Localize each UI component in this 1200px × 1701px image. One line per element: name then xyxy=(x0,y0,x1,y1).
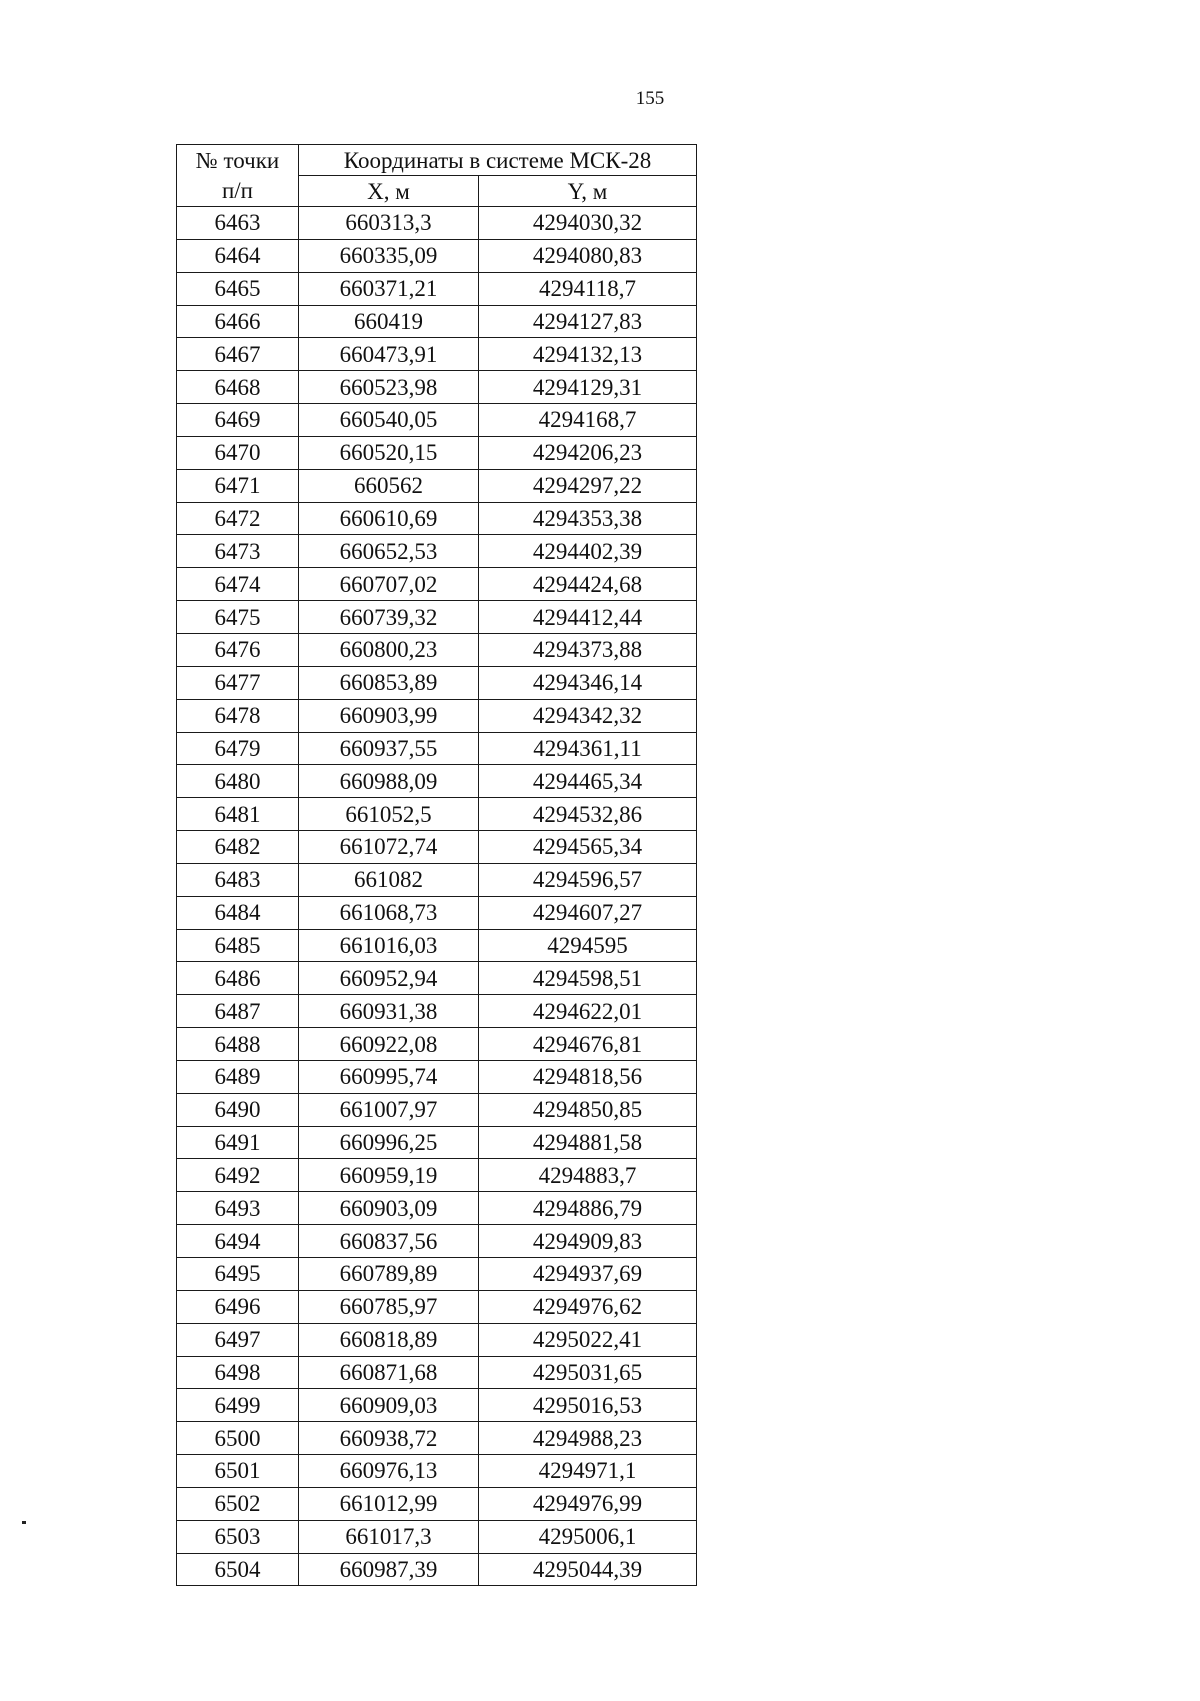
point-number-cell: 6471 xyxy=(177,469,299,502)
y-coordinate-cell: 4294346,14 xyxy=(479,666,697,699)
x-coordinate-cell: 660959,19 xyxy=(299,1159,479,1192)
point-number-cell: 6479 xyxy=(177,732,299,765)
y-coordinate-cell: 4294909,83 xyxy=(479,1225,697,1258)
x-coordinate-cell: 660800,23 xyxy=(299,633,479,666)
y-coordinate-cell: 4295022,41 xyxy=(479,1323,697,1356)
table-row xyxy=(177,305,697,338)
point-number-cell: 6493 xyxy=(177,1192,299,1225)
table-row xyxy=(177,469,697,502)
y-coordinate-cell: 4294132,13 xyxy=(479,338,697,371)
y-coordinate-cell: 4295044,39 xyxy=(479,1553,697,1586)
y-coordinate-cell: 4294565,34 xyxy=(479,831,697,864)
y-coordinate-cell: 4294297,22 xyxy=(479,469,697,502)
point-number-cell: 6466 xyxy=(177,305,299,338)
table-row xyxy=(177,338,697,371)
point-number-cell: 6476 xyxy=(177,633,299,666)
table-row xyxy=(177,1323,697,1356)
x-coordinate-cell: 660988,09 xyxy=(299,765,479,798)
table-row xyxy=(177,1126,697,1159)
y-coordinate-cell: 4294361,11 xyxy=(479,732,697,765)
table-row xyxy=(177,765,697,798)
x-coordinate-cell: 660987,39 xyxy=(299,1553,479,1586)
table-row xyxy=(177,732,697,765)
y-coordinate-cell: 4294206,23 xyxy=(479,436,697,469)
table-row xyxy=(177,535,697,568)
point-number-cell: 6465 xyxy=(177,272,299,305)
y-coordinate-cell: 4294622,01 xyxy=(479,995,697,1028)
page-number: 155 xyxy=(635,88,665,109)
y-coordinate-cell: 4294118,7 xyxy=(479,272,697,305)
x-coordinate-cell: 660903,09 xyxy=(299,1192,479,1225)
y-column-header: Y, м xyxy=(479,176,697,207)
x-coordinate-cell: 661052,5 xyxy=(299,798,479,831)
table-row xyxy=(177,831,697,864)
x-coordinate-cell: 660931,38 xyxy=(299,995,479,1028)
point-number-cell: 6487 xyxy=(177,995,299,1028)
table-row xyxy=(177,1225,697,1258)
table-row xyxy=(177,798,697,831)
point-number-cell: 6470 xyxy=(177,436,299,469)
y-coordinate-cell: 4294127,83 xyxy=(479,305,697,338)
x-coordinate-cell: 660739,32 xyxy=(299,601,479,634)
point-number-cell: 6491 xyxy=(177,1126,299,1159)
y-coordinate-cell: 4294883,7 xyxy=(479,1159,697,1192)
table-row xyxy=(177,666,697,699)
table-row xyxy=(177,1422,697,1455)
y-coordinate-cell: 4295006,1 xyxy=(479,1520,697,1553)
x-coordinate-cell: 660335,09 xyxy=(299,239,479,272)
y-coordinate-cell: 4294976,99 xyxy=(479,1487,697,1520)
x-coordinate-cell: 660903,99 xyxy=(299,699,479,732)
y-coordinate-cell: 4294129,31 xyxy=(479,371,697,404)
table-row xyxy=(177,1553,697,1586)
point-number-cell: 6463 xyxy=(177,207,299,240)
table-row xyxy=(177,371,697,404)
y-coordinate-cell: 4294342,32 xyxy=(479,699,697,732)
x-coordinate-cell: 660520,15 xyxy=(299,436,479,469)
point-number-cell: 6485 xyxy=(177,929,299,962)
table-row xyxy=(177,863,697,896)
x-coordinate-cell: 660995,74 xyxy=(299,1060,479,1093)
x-coordinate-cell: 660976,13 xyxy=(299,1455,479,1488)
y-coordinate-cell: 4294850,85 xyxy=(479,1093,697,1126)
table-row xyxy=(177,699,697,732)
point-number-cell: 6483 xyxy=(177,863,299,896)
y-coordinate-cell: 4294532,86 xyxy=(479,798,697,831)
x-coordinate-cell: 660707,02 xyxy=(299,568,479,601)
point-number-cell: 6484 xyxy=(177,896,299,929)
point-number-cell: 6474 xyxy=(177,568,299,601)
table-row xyxy=(177,404,697,437)
x-coordinate-cell: 660789,89 xyxy=(299,1258,479,1291)
x-coordinate-cell: 661017,3 xyxy=(299,1520,479,1553)
point-number-cell: 6495 xyxy=(177,1258,299,1291)
table-body xyxy=(177,207,697,1586)
table-row xyxy=(177,1455,697,1488)
y-coordinate-cell: 4294881,58 xyxy=(479,1126,697,1159)
x-coordinate-cell: 660610,69 xyxy=(299,502,479,535)
table-row xyxy=(177,1258,697,1291)
coordinates-table xyxy=(176,144,697,1586)
table-row xyxy=(177,1159,697,1192)
table-row xyxy=(177,568,697,601)
point-number-cell: 6467 xyxy=(177,338,299,371)
x-coordinate-cell: 661007,97 xyxy=(299,1093,479,1126)
table-row xyxy=(177,995,697,1028)
table-row xyxy=(177,1356,697,1389)
point-number-cell: 6473 xyxy=(177,535,299,568)
x-coordinate-cell: 661072,74 xyxy=(299,831,479,864)
table-row xyxy=(177,1389,697,1422)
point-number-cell: 6469 xyxy=(177,404,299,437)
x-column-header: X, м xyxy=(299,176,479,207)
point-number-cell: 6478 xyxy=(177,699,299,732)
table-row xyxy=(177,601,697,634)
point-number-cell: 6482 xyxy=(177,831,299,864)
table-row xyxy=(177,1487,697,1520)
y-coordinate-cell: 4294412,44 xyxy=(479,601,697,634)
y-coordinate-cell: 4294988,23 xyxy=(479,1422,697,1455)
y-coordinate-cell: 4294353,38 xyxy=(479,502,697,535)
table-row xyxy=(177,1028,697,1061)
point-number-cell: 6475 xyxy=(177,601,299,634)
x-coordinate-cell: 660419 xyxy=(299,305,479,338)
point-number-cell: 6497 xyxy=(177,1323,299,1356)
x-coordinate-cell: 661068,73 xyxy=(299,896,479,929)
point-number-cell: 6504 xyxy=(177,1553,299,1586)
y-coordinate-cell: 4294976,62 xyxy=(479,1290,697,1323)
y-coordinate-cell: 4294595 xyxy=(479,929,697,962)
point-number-cell: 6502 xyxy=(177,1487,299,1520)
table-row xyxy=(177,1520,697,1553)
scan-mark xyxy=(22,1521,26,1524)
point-number-cell: 6481 xyxy=(177,798,299,831)
point-number-cell: 6498 xyxy=(177,1356,299,1389)
point-number-cell: 6480 xyxy=(177,765,299,798)
x-coordinate-cell: 660837,56 xyxy=(299,1225,479,1258)
x-coordinate-cell: 660996,25 xyxy=(299,1126,479,1159)
x-coordinate-cell: 660371,21 xyxy=(299,272,479,305)
point-number-cell: 6492 xyxy=(177,1159,299,1192)
table-row xyxy=(177,1093,697,1126)
point-number-cell: 6499 xyxy=(177,1389,299,1422)
x-coordinate-cell: 660562 xyxy=(299,469,479,502)
y-coordinate-cell: 4294080,83 xyxy=(479,239,697,272)
x-coordinate-cell: 660938,72 xyxy=(299,1422,479,1455)
table-row xyxy=(177,436,697,469)
y-coordinate-cell: 4294886,79 xyxy=(479,1192,697,1225)
x-coordinate-cell: 660473,91 xyxy=(299,338,479,371)
point-number-cell: 6503 xyxy=(177,1520,299,1553)
x-coordinate-cell: 660652,53 xyxy=(299,535,479,568)
y-coordinate-cell: 4294030,32 xyxy=(479,207,697,240)
table-row xyxy=(177,272,697,305)
point-number-cell: 6496 xyxy=(177,1290,299,1323)
x-coordinate-cell: 661012,99 xyxy=(299,1487,479,1520)
y-coordinate-cell: 4294676,81 xyxy=(479,1028,697,1061)
y-coordinate-cell: 4295016,53 xyxy=(479,1389,697,1422)
x-coordinate-cell: 660871,68 xyxy=(299,1356,479,1389)
table-row xyxy=(177,1290,697,1323)
y-coordinate-cell: 4294465,34 xyxy=(479,765,697,798)
x-coordinate-cell: 660313,3 xyxy=(299,207,479,240)
coordinate-system-header: Координаты в системе МСК-28 xyxy=(299,145,697,176)
point-number-cell: 6494 xyxy=(177,1225,299,1258)
y-coordinate-cell: 4294598,51 xyxy=(479,962,697,995)
y-coordinate-cell: 4294937,69 xyxy=(479,1258,697,1291)
x-coordinate-cell: 660540,05 xyxy=(299,404,479,437)
x-coordinate-cell: 660818,89 xyxy=(299,1323,479,1356)
point-number-cell: 6500 xyxy=(177,1422,299,1455)
y-coordinate-cell: 4294971,1 xyxy=(479,1455,697,1488)
y-coordinate-cell: 4294402,39 xyxy=(479,535,697,568)
point-number-header: № точки п/п xyxy=(177,145,299,207)
x-coordinate-cell: 660909,03 xyxy=(299,1389,479,1422)
point-number-cell: 6468 xyxy=(177,371,299,404)
point-number-cell: 6477 xyxy=(177,666,299,699)
table-row xyxy=(177,633,697,666)
x-coordinate-cell: 661082 xyxy=(299,863,479,896)
x-coordinate-cell: 660523,98 xyxy=(299,371,479,404)
point-number-cell: 6472 xyxy=(177,502,299,535)
y-coordinate-cell: 4294596,57 xyxy=(479,863,697,896)
point-number-cell: 6464 xyxy=(177,239,299,272)
point-number-cell: 6488 xyxy=(177,1028,299,1061)
table-row xyxy=(177,929,697,962)
y-coordinate-cell: 4294168,7 xyxy=(479,404,697,437)
table-row xyxy=(177,896,697,929)
x-coordinate-cell: 660785,97 xyxy=(299,1290,479,1323)
x-coordinate-cell: 660937,55 xyxy=(299,732,479,765)
x-coordinate-cell: 660922,08 xyxy=(299,1028,479,1061)
table-row xyxy=(177,207,697,240)
point-number-cell: 6501 xyxy=(177,1455,299,1488)
table-row xyxy=(177,1060,697,1093)
y-coordinate-cell: 4294607,27 xyxy=(479,896,697,929)
x-coordinate-cell: 661016,03 xyxy=(299,929,479,962)
table-row xyxy=(177,239,697,272)
table-row xyxy=(177,962,697,995)
y-coordinate-cell: 4294424,68 xyxy=(479,568,697,601)
table-row xyxy=(177,1192,697,1225)
x-coordinate-cell: 660853,89 xyxy=(299,666,479,699)
point-number-cell: 6486 xyxy=(177,962,299,995)
table-row xyxy=(177,502,697,535)
point-number-cell: 6489 xyxy=(177,1060,299,1093)
y-coordinate-cell: 4295031,65 xyxy=(479,1356,697,1389)
y-coordinate-cell: 4294818,56 xyxy=(479,1060,697,1093)
point-number-cell: 6490 xyxy=(177,1093,299,1126)
y-coordinate-cell: 4294373,88 xyxy=(479,633,697,666)
x-coordinate-cell: 660952,94 xyxy=(299,962,479,995)
